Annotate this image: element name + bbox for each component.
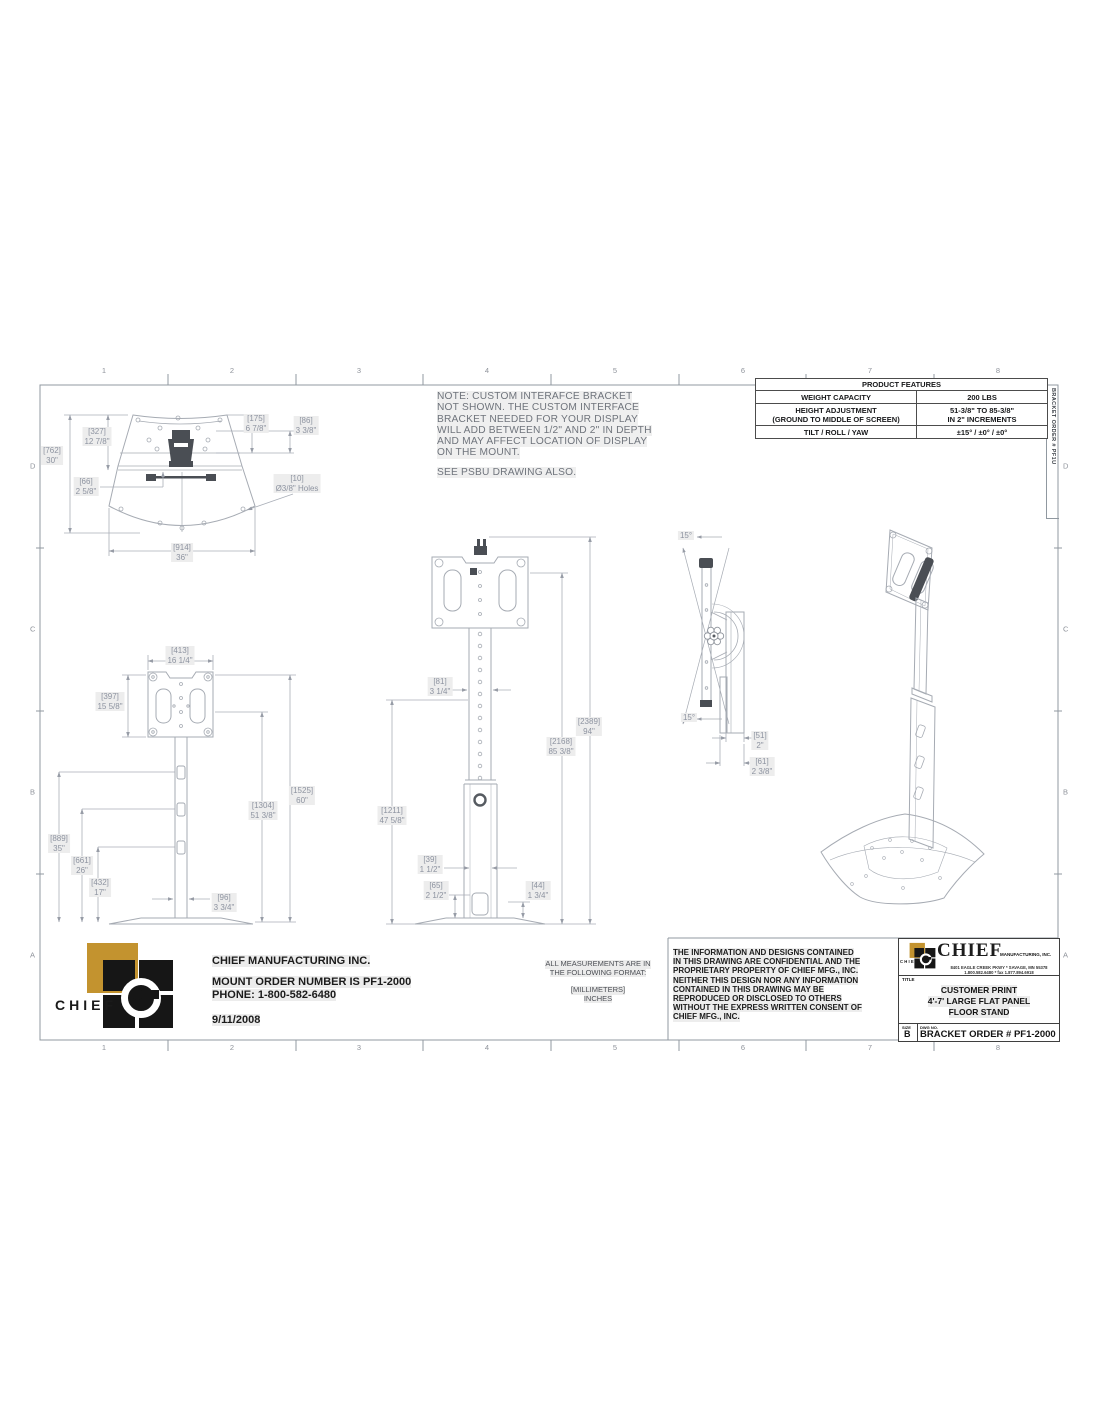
custom-bracket-note (437, 391, 652, 459)
chief-logo-ring-gap (929, 957, 931, 960)
view-base-top (109, 415, 255, 532)
title-block-brand-suffix: MANUFACTURING, INC. (1000, 952, 1052, 957)
dim-1211: [1211] 47 5/8" (379, 806, 405, 825)
height-adjustment-value (917, 404, 1047, 425)
dim-2389: [2389] 94" (577, 717, 601, 736)
see-psbu-note: SEE PSBU DRAWING ALSO. (437, 467, 577, 478)
weight-capacity-label: WEIGHT CAPACITY (756, 391, 917, 403)
dim-432: [432] 17" (91, 878, 109, 897)
title-block-brand: CHIEF (937, 940, 1003, 961)
address-line1: 8401 EAGLE CREEK PKWY * SAVAGE, MN 55378 (950, 965, 1048, 970)
measurement-format-line: [MILLIMETERS] (570, 985, 626, 995)
tilt-roll-yaw-label: TILT / ROLL / YAW (756, 426, 917, 438)
grid-row-label: B (1063, 787, 1069, 797)
grid-row-label: D (30, 461, 36, 471)
tilt-roll-yaw-value: ±15° / ±0° / ±0° (956, 427, 1008, 437)
grid-col-label: 8 (995, 366, 1001, 375)
dim-44: [44] 1 3/4" (527, 881, 549, 900)
drawing-title-line1: CUSTOMER PRINT (940, 985, 1018, 995)
confidential-line: THE INFORMATION AND DESIGNS CONTAINED (673, 948, 854, 957)
confidential-line: REPRODUCED OR DISCLOSED TO OTHERS (673, 994, 842, 1004)
measurement-format-note (528, 960, 668, 1003)
view-side-tilt (683, 537, 744, 733)
phone-number: PHONE: 1-800-582-6480 (212, 989, 337, 1001)
dim-86: [86] 3 3/8" (295, 416, 317, 435)
grid-row-label: C (1063, 624, 1069, 634)
dim-39: [39] 1 1/2" (419, 855, 441, 874)
chief-logo-center-dot (132, 989, 143, 1000)
tilt-angle-bottom: 15° (682, 713, 696, 722)
measurement-format-line: THE FOLLOWING FORMAT: (549, 967, 647, 977)
drawing-title-line3: FLOOR STAND (948, 1007, 1010, 1017)
dim-889: [889] 35" (50, 834, 68, 853)
chief-logo-wordmark: CHIEF (55, 997, 117, 1013)
note-line: NOTE: CUSTOM INTERAFCE BRACKET (437, 391, 633, 402)
height-adjustment-label-line2: (GROUND TO MIDDLE OF SCREEN) (772, 414, 900, 424)
company-name: CHIEF MANUFACTURING INC. (212, 955, 371, 967)
grid-col-label: 6 (740, 1043, 746, 1052)
dim-81: [81] 3 1/4" (429, 677, 451, 696)
grid-col-label: 7 (867, 366, 873, 375)
title-label: TITLE (902, 977, 915, 982)
address-line2: 1.800.582.6480 * fax 1.877.894.6918 (964, 970, 1034, 976)
grid-col-label: 6 (740, 366, 746, 375)
dim-413: [413] 16 1/4" (167, 646, 193, 665)
grid-col-label: 1 (101, 1043, 107, 1052)
note-line: AND MAY AFFECT LOCATION OF DISPLAY (437, 436, 648, 448)
chief-logo-ring-gap (151, 990, 159, 999)
bracket-order-side-strip-text: BRACKET ORDER # PF1U (1050, 388, 1056, 465)
dim-1304: [1304] 51 3/8" (250, 801, 276, 820)
dim-66: [66] 2 5/8" (75, 477, 97, 496)
title-block-divider (917, 1023, 918, 1041)
grid-col-label: 4 (484, 1043, 490, 1052)
manufacturer-info (212, 955, 411, 1026)
dim-175: [175] 6 7/8" (245, 414, 267, 433)
height-adjustment-value-line1: 51-3/8" TO 85-3/8" (949, 405, 1015, 415)
title-block-divider (899, 1023, 1059, 1024)
dim-51: [51] 2" (753, 731, 767, 750)
grid-row-label: C (30, 624, 36, 634)
drawing-title-line2: 4'-7' LARGE FLAT PANEL (927, 996, 1031, 1006)
dim-327: [327] 12 7/8" (84, 427, 110, 446)
dim-397: [397] 15 5/8" (97, 692, 123, 711)
confidential-line: PROPRIETARY PROPERTY OF CHIEF MFG., INC. (673, 966, 859, 976)
grid-col-label: 3 (356, 1043, 362, 1052)
drawing-title (899, 985, 1059, 1018)
dwg-no-label: DWG NO. (920, 1025, 938, 1030)
grid-col-label: 3 (356, 366, 362, 375)
grid-col-label: 4 (484, 366, 490, 375)
confidential-line: WITHOUT THE EXPRESS WRITTEN CONSENT OF (673, 1003, 862, 1013)
grid-col-label: 7 (867, 1043, 873, 1052)
note-line: BRACKET NEEDED FOR YOUR DISPLAY (437, 413, 638, 425)
title-block (898, 938, 1060, 1042)
confidential-line: NEITHER THIS DESIGN NOR ANY INFORMATION (673, 975, 859, 985)
chief-logo (55, 940, 195, 1018)
weight-capacity-value: 200 LBS (967, 392, 997, 402)
grid-col-label: 1 (101, 366, 107, 375)
height-adjustment-value-line2: IN 2" INCREMENTS (947, 414, 1017, 424)
view-front-stand (109, 672, 253, 924)
height-adjustment-label (756, 404, 917, 425)
confidential-line: CONTAINED IN THIS DRAWING MAY BE (673, 984, 824, 994)
size-label: SIZE (902, 1025, 911, 1030)
measurement-format-line: INCHES (583, 993, 613, 1003)
dim-914: [914] 36" (173, 543, 191, 562)
dim-2168: [2168] 85 3/8" (548, 737, 574, 756)
grid-col-label: 8 (995, 1043, 1001, 1052)
grid-row-label: A (1063, 950, 1069, 960)
grid-col-label: 5 (612, 366, 618, 375)
display-interface-bracket (146, 430, 216, 481)
confidential-line: CHIEF MFG., INC. (673, 1012, 740, 1022)
note-line: NOT SHOWN. THE CUSTOM INTERFACE (437, 402, 640, 414)
measurement-format-line: ALL MEASUREMENTS ARE IN (545, 959, 651, 968)
dim-1525: [1525] 60" (290, 786, 314, 805)
grid-col-label: 2 (229, 366, 235, 375)
title-block-chief-logo (900, 942, 942, 965)
dwg-no-value: BRACKET ORDER # PF1-2000 (920, 1029, 1056, 1040)
view-isometric (821, 530, 984, 904)
note-line: WILL ADD BETWEEN 1/2" AND 2" IN DEPTH (437, 424, 652, 436)
note-line: ON THE MOUNT. (437, 447, 520, 459)
dim-762: [762] 30" (43, 446, 61, 465)
dim-10-holes: [10] Ø3/8" Holes (275, 474, 319, 493)
title-block-divider (899, 975, 1059, 976)
dim-65: [65] 2 1/2" (425, 881, 447, 900)
grid-col-label: 2 (229, 1043, 235, 1052)
tilt-knob (704, 627, 723, 645)
grid-row-label: B (30, 787, 36, 797)
grid-row-label: D (1063, 461, 1069, 471)
size-value: B (904, 1029, 911, 1039)
chief-logo-wordmark: CHIEF (900, 959, 919, 964)
tilt-angle-top: 15° (679, 531, 693, 540)
product-features-table (755, 378, 1048, 439)
chief-logo-center-dot (923, 957, 926, 960)
confidentiality-statement (673, 948, 862, 1022)
mount-order-number: MOUNT ORDER NUMBER IS PF1-2000 (212, 976, 412, 988)
grid-row-label: A (30, 950, 36, 960)
height-adjustment-label-line1: HEIGHT ADJUSTMENT (795, 405, 877, 415)
dim-61: [61] 2 3/8" (751, 757, 773, 776)
drawing-date: 9/11/2008 (212, 1014, 261, 1026)
confidential-line: IN THIS DRAWING ARE CONFIDENTIAL AND THE (673, 957, 861, 967)
dim-96: [96] 3 3/4" (213, 893, 235, 912)
grid-col-label: 5 (612, 1043, 618, 1052)
dim-661: [661] 26" (73, 856, 91, 875)
product-features-title: PRODUCT FEATURES (756, 379, 1047, 391)
